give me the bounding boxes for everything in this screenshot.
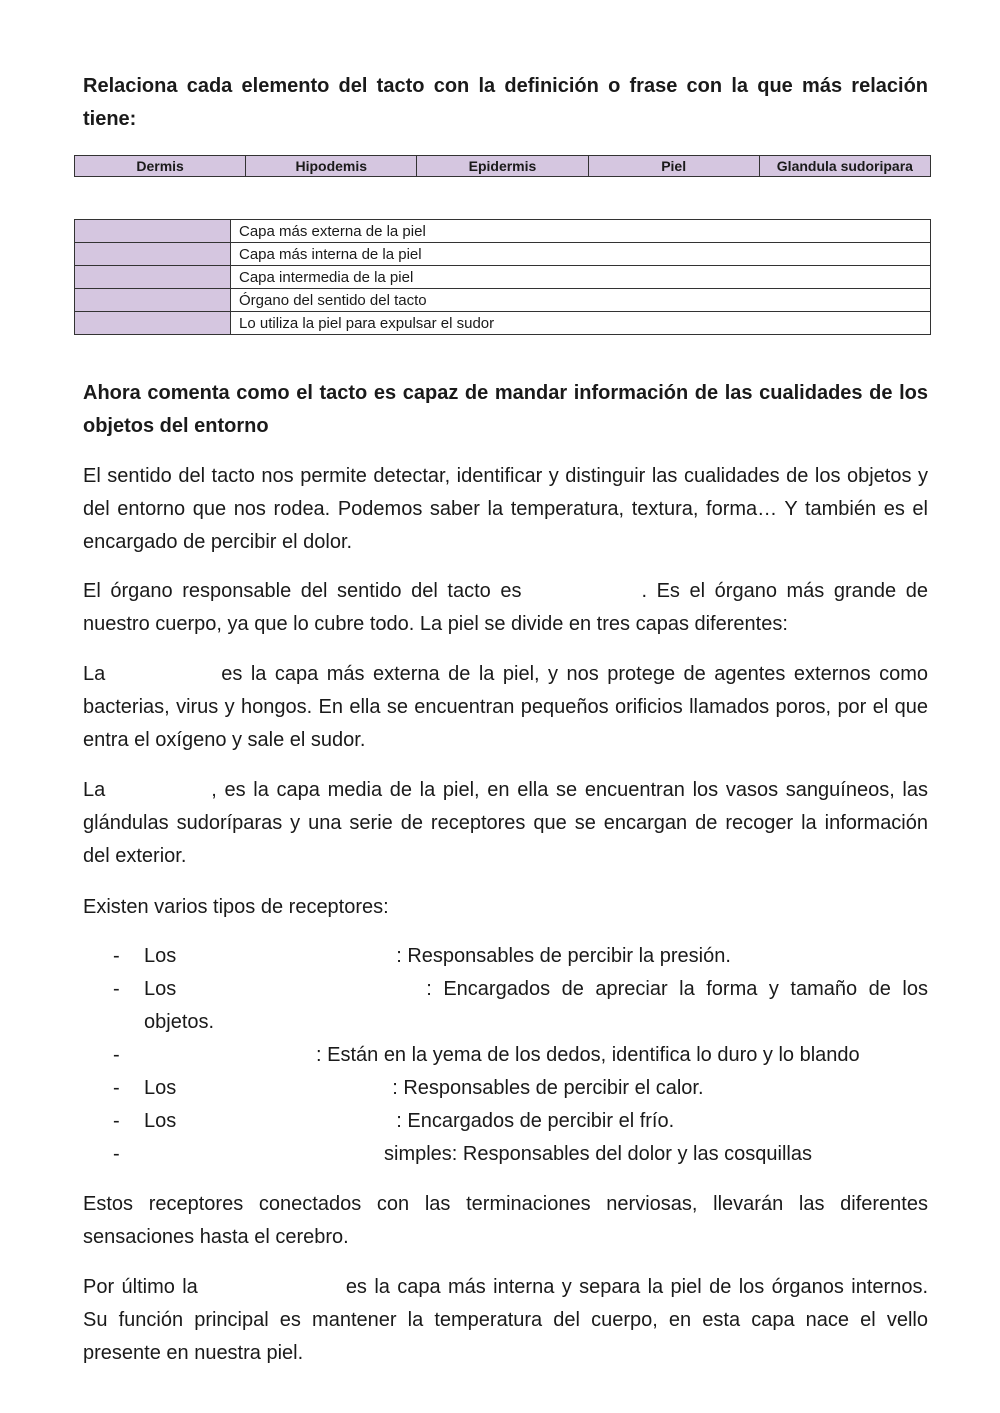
receptor-item bbox=[83, 940, 928, 973]
dermis-paragraph bbox=[83, 774, 928, 873]
definition-row bbox=[75, 266, 931, 289]
receptor-text: : Están en la yema de los dedos, identifica lo duro y lo blando bbox=[316, 1044, 860, 1066]
word-bank-cell[interactable]: Dermis bbox=[75, 156, 246, 177]
list-dash: - bbox=[113, 1044, 120, 1066]
list-dash: - bbox=[113, 1143, 120, 1165]
epidermis-text-end: es la capa más externa de la piel, y nos protege de agentes externos como bacterias, virus y hongos. En ella se encuentran pequeños orificios llamados poros, por el que entra el oxígeno y sale el sudor. bbox=[83, 663, 928, 751]
definition-text: Capa más externa de la piel bbox=[231, 220, 931, 243]
definition-text: Capa intermedia de la piel bbox=[231, 266, 931, 289]
receptor-item bbox=[83, 1072, 928, 1105]
receptor-item bbox=[83, 1138, 928, 1171]
definition-row bbox=[75, 289, 931, 312]
organ-text-start: El órgano responsable del sentido del tacto es bbox=[83, 580, 522, 602]
hypodermis-paragraph bbox=[83, 1271, 928, 1370]
receptor-prefix: Los bbox=[144, 945, 177, 967]
receptor-text: : Encargados de percibir el frío. bbox=[396, 1110, 675, 1132]
definition-text: Lo utiliza la piel para expulsar el sudor bbox=[231, 312, 931, 335]
list-dash: - bbox=[113, 978, 120, 1000]
word-bank-cell[interactable]: Epidermis bbox=[417, 156, 588, 177]
receptor-text: : Encargados de apreciar la forma y tamaño de los objetos. bbox=[144, 978, 928, 1033]
receptor-text: : Responsables de percibir la presión. bbox=[396, 945, 731, 967]
organ-text-end: . Es el órgano más grande de nuestro cuerpo, ya que lo cubre todo. La piel se divide en tres capas diferentes: bbox=[83, 580, 928, 635]
hypodermis-text-start: Por último la bbox=[83, 1276, 198, 1298]
receptor-item bbox=[83, 1105, 928, 1138]
receptors-intro: Existen varios tipos de receptores: bbox=[83, 896, 389, 918]
answer-drop-slot[interactable] bbox=[75, 243, 231, 266]
word-bank-table bbox=[74, 155, 931, 177]
list-dash: - bbox=[113, 1077, 120, 1099]
definition-row bbox=[75, 312, 931, 335]
answer-drop-slot[interactable] bbox=[75, 266, 231, 289]
receptor-prefix: Los bbox=[144, 1110, 177, 1132]
intro-paragraph: El sentido del tacto nos permite detectar, identificar y distinguir las cualidades de los objetos y del entorno que nos rodea. Podemos saber la temperatura, textura, forma… Y también es el encargado de percibir el dolor. bbox=[83, 465, 928, 553]
receptor-prefix: Los bbox=[144, 978, 177, 1000]
receptor-item bbox=[83, 973, 928, 1039]
word-bank-cell[interactable]: Piel bbox=[588, 156, 759, 177]
receptor-text: simples: Responsables del dolor y las cosquillas bbox=[384, 1143, 812, 1165]
dermis-text-start: La bbox=[83, 779, 106, 801]
definition-text: Capa más interna de la piel bbox=[231, 243, 931, 266]
answer-drop-slot[interactable] bbox=[75, 289, 231, 312]
definition-row bbox=[75, 243, 931, 266]
receptor-item bbox=[83, 1039, 928, 1072]
conclusion-paragraph: Estos receptores conectados con las terminaciones nerviosas, llevarán las diferentes sensaciones hasta el cerebro. bbox=[83, 1193, 928, 1248]
hypodermis-text-end: es la capa más interna y separa la piel de los órganos internos. Su función principal es mantener la temperatura del cuerpo, en esta capa nace el vello presente en nuestra piel. bbox=[83, 1276, 929, 1364]
receptor-list bbox=[83, 940, 928, 1171]
list-dash: - bbox=[113, 945, 120, 967]
word-bank-cell[interactable]: Glandula sudoripara bbox=[759, 156, 930, 177]
instructions-heading: Relaciona cada elemento del tacto con la definición o frase con la que más relación tiene: bbox=[83, 75, 928, 130]
dermis-text-end: , es la capa media de la piel, en ella se encuentran los vasos sanguíneos, las glándulas sudoríparas y una serie de receptores que se encargan de recoger la información del exterior. bbox=[83, 779, 928, 867]
definitions-table bbox=[74, 219, 931, 335]
word-bank-cell[interactable]: Hipodemis bbox=[246, 156, 417, 177]
list-dash: - bbox=[113, 1110, 120, 1132]
organ-paragraph bbox=[83, 575, 928, 641]
section2-heading: Ahora comenta como el tacto es capaz de mandar información de las cualidades de los objetos del entorno bbox=[83, 382, 928, 437]
definition-text: Órgano del sentido del tacto bbox=[231, 289, 931, 312]
receptor-prefix: Los bbox=[144, 1077, 177, 1099]
answer-drop-slot[interactable] bbox=[75, 312, 231, 335]
answer-drop-slot[interactable] bbox=[75, 220, 231, 243]
definition-row bbox=[75, 220, 931, 243]
epidermis-text-start: La bbox=[83, 663, 106, 685]
epidermis-paragraph bbox=[83, 658, 928, 757]
receptor-text: : Responsables de percibir el calor. bbox=[392, 1077, 704, 1099]
